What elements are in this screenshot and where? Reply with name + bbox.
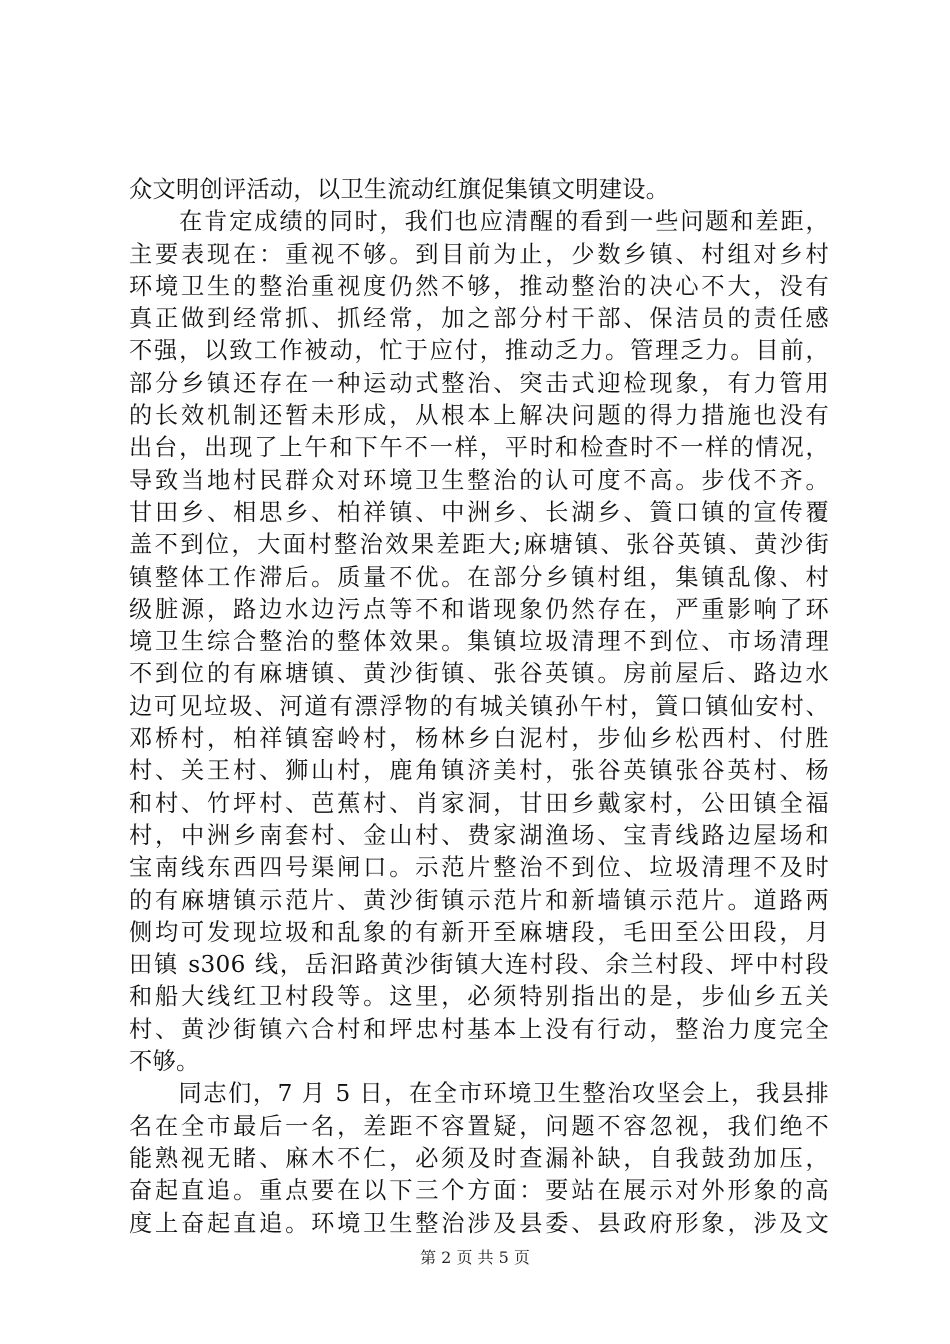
text-line: 村、黄沙街镇六合村和坪忠村基本上没有行动，整治力度完全 [129, 1015, 829, 1043]
text-line: 在肯定成绩的同时，我们也应清醒的看到一些问题和差距， [129, 208, 829, 236]
text-line: 同志们，7 月 5 日，在全市环境卫生整治攻坚会上，我县排 [129, 1080, 829, 1108]
text-line: 名在全市最后一名，差距不容置疑，问题不容忽视，我们绝不 [129, 1112, 829, 1140]
text-line: 级脏源，路边水边污点等不和谐现象仍然存在，严重影响了环 [129, 595, 829, 623]
text-line: 主要表现在：重视不够。到目前为止，少数乡镇、村组对乡村 [129, 240, 829, 268]
text-line: 和船大线红卫村段等。这里，必须特别指出的是，步仙乡五关 [129, 983, 829, 1011]
document-body-text [129, 174, 829, 1240]
text-line: 邓桥村，柏祥镇窑岭村，杨林乡白泥村，步仙乡松西村、付胜 [129, 725, 829, 753]
text-line: 和村、竹坪村、芭蕉村、肖家洞，甘田乡戴家村，公田镇全福 [129, 789, 829, 817]
text-line: 的长效机制还暂未形成，从根本上解决问题的得力措施也没有 [129, 402, 829, 430]
text-line: 众文明创评活动，以卫生流动红旗促集镇文明建设。 [129, 176, 670, 203]
text-line: 不强，以致工作被动，忙于应付，推动乏力。管理乏力。目前， [129, 337, 829, 365]
text-line: 度上奋起直追。环境卫生整治涉及县委、县政府形象，涉及文 [129, 1209, 829, 1237]
page-number-label: 第 2 页 共 5 页 [420, 1248, 530, 1267]
page-footer [0, 1245, 950, 1268]
text-line: 侧均可发现垃圾和乱象的有新开至麻塘段，毛田至公田段，月 [129, 918, 829, 946]
text-line: 不到位的有麻塘镇、黄沙街镇、张谷英镇。房前屋后、路边水 [129, 660, 829, 688]
text-line: 镇整体工作滞后。质量不优。在部分乡镇村组，集镇乱像、村 [129, 563, 829, 591]
text-line: 部分乡镇还存在一种运动式整治、突击式迎检现象，有力管用 [129, 369, 829, 397]
text-line: 导致当地村民群众对环境卫生整治的认可度不高。步伐不齐。 [129, 466, 829, 494]
text-line: 边可见垃圾、河道有漂浮物的有城关镇孙午村，篢口镇仙安村、 [129, 692, 829, 720]
text-line: 甘田乡、相思乡、柏祥镇、中洲乡、长湖乡、篢口镇的宣传覆 [129, 498, 829, 526]
text-line: 环境卫生的整治重视度仍然不够，推动整治的决心不大，没有 [129, 272, 829, 300]
text-line: 奋起直追。重点要在以下三个方面：要站在展示对外形象的高 [129, 1177, 829, 1205]
text-line: 盖不到位，大面村整治效果差距大;麻塘镇、张谷英镇、黄沙街 [129, 531, 829, 559]
text-line: 能熟视无睹、麻木不仁，必须及时查漏补缺，自我鼓劲加压， [129, 1144, 829, 1172]
text-line: 宝南线东西四号渠闸口。示范片整治不到位、垃圾清理不及时 [129, 854, 829, 882]
text-line: 村，中洲乡南套村、金山村、费家湖渔场、宝青线路边屋场和 [129, 821, 829, 849]
text-line: 出台，出现了上午和下午不一样，平时和检查时不一样的情况， [129, 434, 829, 462]
text-line: 不够。 [129, 1048, 200, 1076]
text-line: 境卫生综合整治的整体效果。集镇垃圾清理不到位、市场清理 [129, 628, 829, 656]
text-line: 的有麻塘镇示范片、黄沙街镇示范片和新墙镇示范片。道路两 [129, 886, 829, 914]
text-line: 田镇 s306 线，岳汩路黄沙街镇大连村段、余兰村段、坪中村段 [129, 951, 829, 979]
text-line: 真正做到经常抓、抓经常，加之部分村干部、保洁员的责任感 [129, 305, 829, 333]
text-line: 村、关王村、狮山村，鹿角镇济美村，张谷英镇张谷英村、杨 [129, 757, 829, 785]
